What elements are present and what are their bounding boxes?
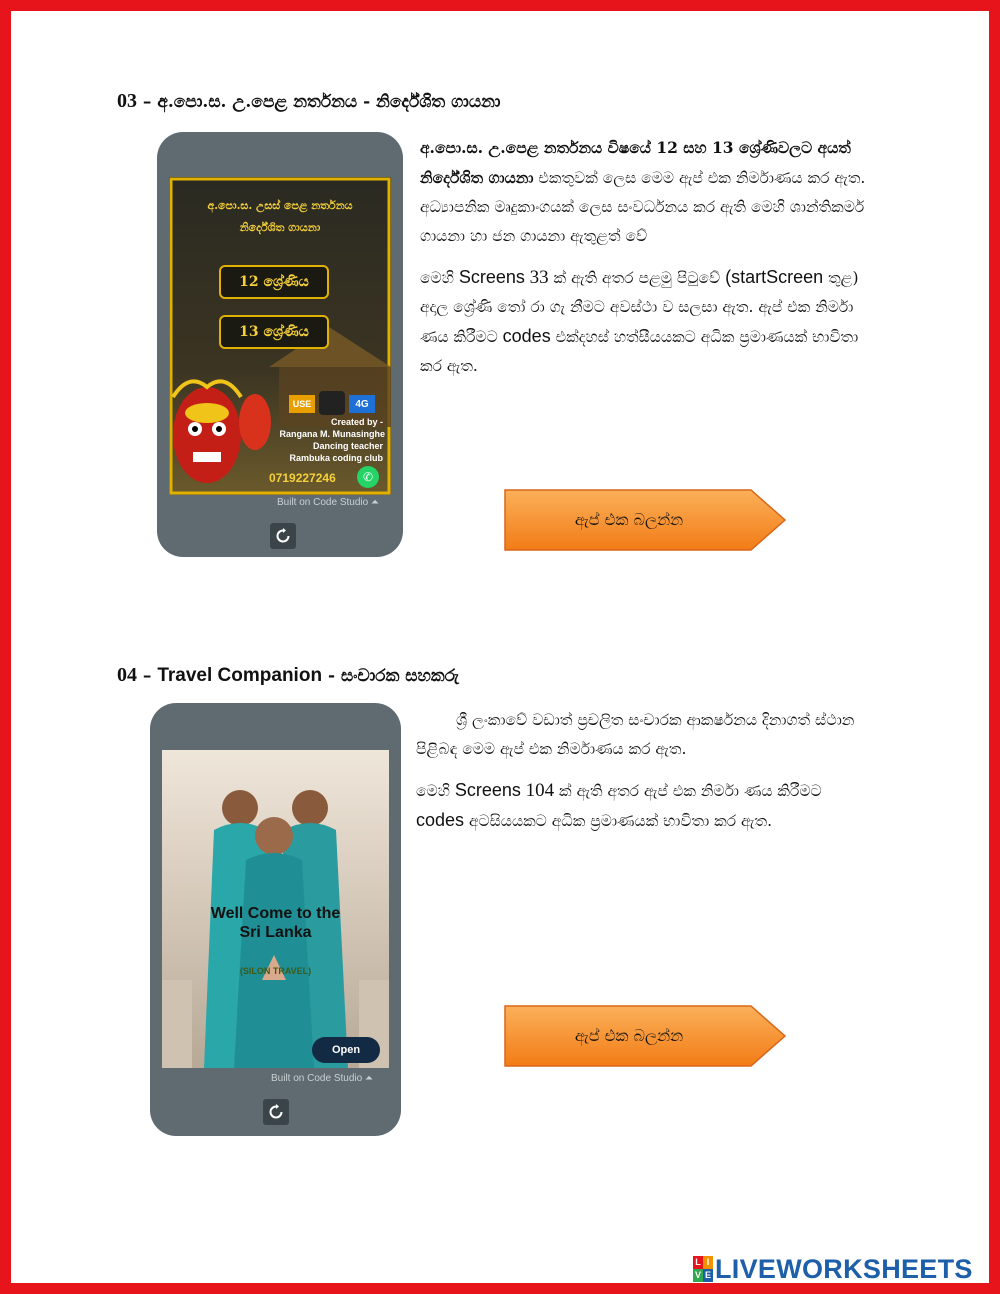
welcome-line1: Well Come to the [210,905,341,922]
whatsapp-icon: ✆ [357,466,379,488]
section-heading-03: 03 – අ.පො.ස. උ.පෙළ නර්තනය - නිර්දේශිත ගායනා [117,90,501,112]
badge-4g: 4G [349,395,375,413]
badge-use: USE [289,395,315,413]
section-title-sinhala: - සංචාරක සහකරු [322,666,459,686]
club-name: Rambuka coding club [289,453,383,463]
grade-12-button[interactable]: 12 ශ්‍රේණිය [219,265,329,299]
travel-subtitle: (SILON TRAVEL) [239,966,312,976]
reload-icon [275,528,291,544]
section-03-description: අ.පො.ස. උ.පෙළ නර්තනය විෂයේ 12 සහ 13 ශ්‍රේණිවලට අයත් නිර්දේශිත ගායනා එකතුවක් ලෙස මෙම ඇප් එක නිර්මාණය කර ඇත. අධ්‍යාපනික මෘදුකාංගයක් ලෙස සංවර්ධනය කර ඇති මෙහි ශාන්තිකර්ම ගායනා හා ජන ගායනා ඇතුළත් වේ මෙහි Screens 33 ක් ඇති අතර පළමු පිටුවේ (startScreen තුළ) අදාල ශ්‍රේණි තෝ රා ගැ නීමට අවස්ථා ව සලසා ඇත. ඇප් එක නිර්මා ණය කිරීමට codes එක්දහස් හත්සීයයකට අධික ප්‍රමාණයක් භාවිතා කර ඇත. [420,138,866,375]
phone-mockup-dance-app [157,132,403,557]
logo-wordmark: LIVEWORKSHEETS [715,1253,973,1284]
view-app-button-03[interactable] [504,489,786,551]
author-role: Dancing teacher [312,441,383,451]
app-screenshot-travel [162,750,389,1068]
open-button[interactable]: Open [312,1037,380,1063]
liveworksheets-logo [693,1254,973,1284]
app-screenshot-dance [169,177,391,495]
view-app-button-04[interactable] [504,1005,786,1067]
section-title-english: Travel Companion [157,665,323,686]
view-app-label: ඇප් එක බලන්න [574,1026,684,1045]
grade-13-button[interactable]: 13 ශ්‍රේණිය [219,315,329,349]
view-app-label: ඇප් එක බලන්න [574,510,684,529]
built-on-code-studio: Built on Code Studio ⏶ [277,497,379,508]
description-bold: අ.පො.ස. උ.පෙළ නර්තනය විෂයේ 12 සහ 13 ශ්‍රේණිවලට අයත් නිර්දේශිත ගායනා [420,138,851,187]
section-title: අ.පො.ස. උ.පෙළ නර්තනය - නිර්දේශිත ගායනා [157,92,501,112]
author-name: Rangana M. Munasinghe [279,429,385,439]
app-title-line2: නිර්දේශිත ගායනා [239,221,321,234]
section-04-description: ශ්‍රී ලංකාවේ වඩාත් ප්‍රචලිත සංචාරක ආකර්ෂනය දිනාගත් ස්ථාන පිළිබඳ මෙම ඇප් එක නිර්මාණය කර ඇත. මෙහි Screens 104 ක් ඇති අතර ඇප් එක නිර්මා ණය කිරීමට codes අටසියයකට අධික ප්‍රමාණයක් භාවිතා කර ඇත. [416,706,874,848]
reload-button[interactable] [270,523,296,549]
headphones-icon [319,391,345,415]
travel-description-p1: ශ්‍රී ලංකාවේ වඩාත් ප්‍රචලිත සංචාරක ආකර්ෂනය දිනාගත් ස්ථාන පිළිබඳ මෙම ඇප් එක නිර්මාණය කර ඇත. [416,711,855,758]
section-heading-04: 04 – Travel Companion - සංචාරක සහකරු [117,664,459,686]
app-title-line1: අ.පො.ස. උසස් පෙළ නර්තනය [207,199,353,212]
live-logo-icon: L I V E [694,1257,711,1280]
phone-mockup-travel-app [150,703,401,1136]
built-on-code-studio: Built on Code Studio ⏶ [271,1073,373,1084]
reload-icon [268,1104,284,1120]
section-number: 04 [117,664,137,686]
section-number: 03 [117,90,137,112]
welcome-line2: Sri Lanka [239,924,312,941]
created-by: Created by - [330,417,383,427]
contact-number: 0719227246 [269,471,336,485]
reload-button[interactable] [263,1099,289,1125]
